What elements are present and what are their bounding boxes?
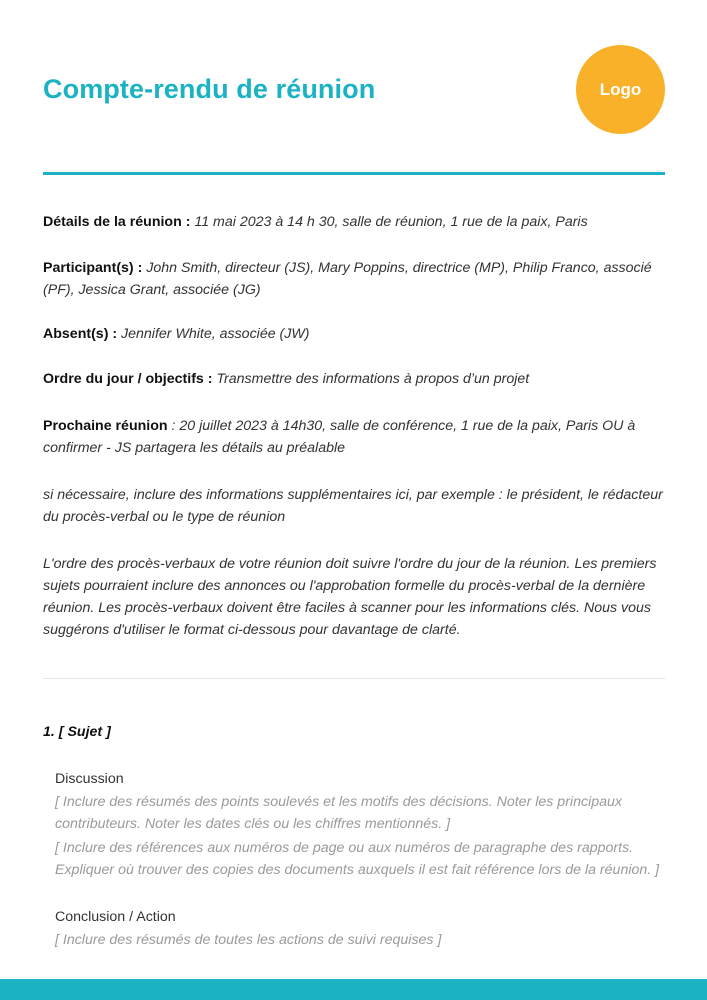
logo: Logo xyxy=(576,45,665,134)
note-extra: si nécessaire, inclure des informations supplémentaires ici, par exemple : le président, le rédacteur du procès-verbal ou le type de réunion xyxy=(43,487,663,525)
participants xyxy=(43,257,668,301)
conclusion-hint: [ Inclure des résumés de toutes les actions de suivi requises ] xyxy=(55,932,442,948)
absents-label: Absent(s) : xyxy=(43,326,118,342)
meeting-details-label: Détails de la réunion : xyxy=(43,214,191,230)
absents xyxy=(43,323,668,345)
agenda-value: Transmettre des informations à propos d’un projet xyxy=(212,371,530,387)
absents-value: Jennifer White, associée (JW) xyxy=(117,326,310,342)
discussion-hint-1: [ Inclure des résumés des points soulevés et les motifs des décisions. Noter les principaux contributeurs. Noter les dates clés ou les chiffres mentionnés. ] xyxy=(55,794,622,832)
participants-label: Participant(s) : xyxy=(43,260,143,276)
topic-heading: 1. [ Sujet ] xyxy=(43,724,111,740)
discussion-hint-2: [ Inclure des références aux numéros de page ou aux numéros de paragraphe des rapports. Expliquer où trouver des copies des documents auxquels il est fait référence lors de la réunion. ] xyxy=(55,840,660,878)
section-divider xyxy=(43,678,665,679)
meeting-details xyxy=(43,211,668,233)
conclusion-label: Conclusion / Action xyxy=(55,909,176,925)
page-title: Compte-rendu de réunion xyxy=(43,74,376,104)
next-meeting xyxy=(43,415,668,459)
footer-bar xyxy=(0,979,707,1000)
next-meeting-value: : 20 juillet 2023 à 14h30, salle de conférence, 1 rue de la paix, Paris OU à confirmer - JS partagera les détails au préalable xyxy=(43,418,636,456)
next-meeting-label: Prochaine réunion xyxy=(43,418,168,434)
participants-value: John Smith, directeur (JS), Mary Poppins, directrice (MP), Philip Franco, associé (PF), Jessica Grant, associée (JG) xyxy=(43,260,652,298)
agenda-label: Ordre du jour / objectifs : xyxy=(43,371,213,387)
discussion-label: Discussion xyxy=(55,771,124,787)
meeting-details-value: 11 mai 2023 à 14 h 30, salle de réunion, 1 rue de la paix, Paris xyxy=(190,214,588,230)
agenda xyxy=(43,368,668,390)
header-divider xyxy=(43,172,665,175)
note-order: L'ordre des procès-verbaux de votre réunion doit suivre l'ordre du jour de la réunion. Les premiers sujets pourraient inclure des annonces ou l'approbation formelle du procès-verbal de la dernière réunion. Les procès-verbaux doivent être faciles à scanner pour les informations clés. Nous vous suggérons d'utiliser le format ci-dessous pour davantage de clarté. xyxy=(43,556,657,638)
